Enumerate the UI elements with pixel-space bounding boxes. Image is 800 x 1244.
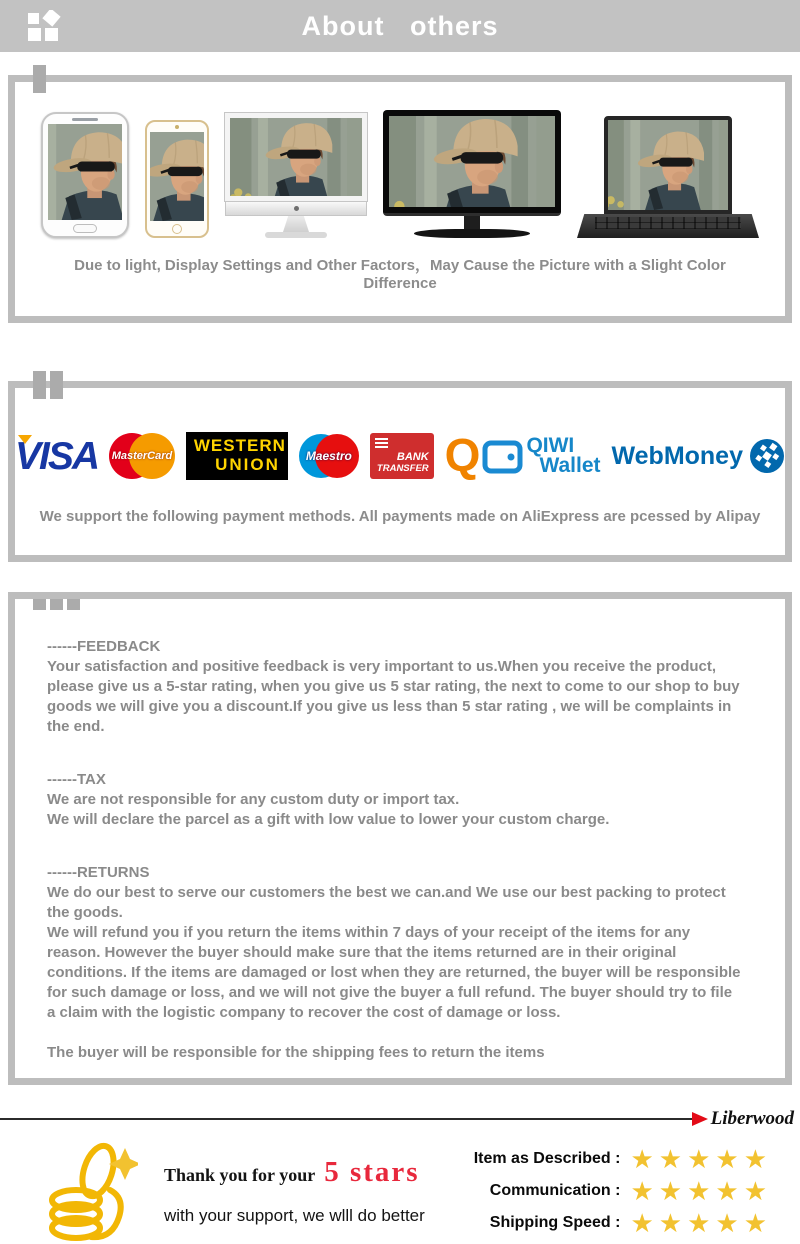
thanks-prefix: Thank you for your bbox=[164, 1165, 316, 1185]
thanks-footer bbox=[0, 1130, 800, 1244]
brand-name: Liberwood bbox=[710, 1108, 794, 1129]
color-difference-section bbox=[8, 75, 792, 323]
laptop-preview bbox=[577, 116, 759, 238]
five-star-icons: ★★★★★ bbox=[630, 1208, 772, 1238]
monitor-base bbox=[414, 229, 530, 238]
apple-logo-icon bbox=[294, 206, 299, 211]
rating-label: Communication : bbox=[489, 1182, 621, 1199]
payment-caption: We support the following payment methods. All payments made on AliExpress are pcessed by Alipay bbox=[39, 508, 761, 525]
section-header-bar bbox=[0, 0, 800, 52]
phone-home-button bbox=[73, 224, 97, 233]
phone-camera-dot bbox=[175, 125, 179, 129]
payment-logos-row bbox=[15, 430, 785, 482]
section-2-marker bbox=[33, 371, 63, 399]
rating-row-item-as-described bbox=[474, 1144, 772, 1174]
phone-speaker bbox=[72, 118, 98, 121]
tax-heading: ------TAX bbox=[47, 771, 106, 788]
five-star-icons: ★★★★★ bbox=[630, 1176, 772, 1206]
section-3-marker bbox=[33, 592, 80, 610]
five-stars-highlight: 5 stars bbox=[324, 1156, 420, 1188]
webmoney-logo: WebMoney bbox=[612, 438, 786, 474]
bank-lines-icon bbox=[375, 438, 388, 450]
payment-methods-section bbox=[8, 381, 792, 562]
device-previews bbox=[15, 108, 785, 238]
returns-policy bbox=[47, 863, 743, 1063]
imac-preview bbox=[225, 113, 367, 238]
page-title: About others bbox=[301, 10, 499, 41]
wallet-icon bbox=[480, 436, 524, 476]
rating-row-communication bbox=[474, 1176, 772, 1206]
rating-label: Shipping Speed : bbox=[489, 1214, 621, 1231]
phone-home-button bbox=[172, 224, 182, 234]
red-arrow-icon bbox=[692, 1112, 708, 1126]
qiwi-q-mark: Q bbox=[444, 429, 481, 482]
feedback-body: Your satisfaction and positive feedback is very important to us.When you receive the product, please give us a 5-star rating, when you give us 5 star rating, the next to come to our shop to buy goods we will give you a discount.If you give us less than 5 star rating , we will be complaints in the end. bbox=[47, 658, 740, 735]
feedback-heading: ------FEEDBACK bbox=[47, 638, 161, 655]
phone-screen-photo bbox=[150, 132, 204, 221]
returns-paragraph: We do our best to serve our customers the best we can.and We use our best packing to protect the goods. bbox=[47, 884, 726, 921]
imac-stand bbox=[283, 216, 309, 232]
feedback-policy bbox=[47, 637, 743, 737]
rating-label: Item as Described : bbox=[473, 1150, 621, 1167]
policies-section bbox=[8, 592, 792, 1085]
visa-logo: VISA bbox=[15, 434, 99, 478]
support-line: with your support, we wlll do better bbox=[164, 1206, 425, 1225]
rating-list bbox=[474, 1142, 772, 1240]
phone-screen-photo bbox=[48, 124, 122, 220]
five-star-icons: ★★★★★ bbox=[630, 1144, 772, 1174]
thumbs-up-icon bbox=[46, 1138, 138, 1244]
thanks-message bbox=[164, 1156, 425, 1226]
tax-policy bbox=[47, 770, 743, 830]
tax-line: We are not responsible for any custom duty or import tax. bbox=[47, 791, 460, 808]
western-union-logo: WESTERN UNION bbox=[186, 432, 288, 480]
qiwi-wallet-logo: Q QIWI Wallet bbox=[444, 429, 601, 482]
color-difference-caption: Due to light, Display Settings and Other Factors，May Cause the Picture with a Slight Color Difference bbox=[74, 257, 726, 292]
imac-chin bbox=[225, 201, 367, 216]
laptop-screen-photo bbox=[608, 120, 728, 210]
monitor-neck bbox=[464, 216, 480, 229]
imac-base bbox=[265, 232, 327, 238]
brand-divider bbox=[0, 1108, 800, 1130]
laptop-keyboard bbox=[577, 214, 759, 238]
android-phone-preview bbox=[41, 112, 129, 238]
mastercard-logo: MasterCard bbox=[109, 433, 175, 479]
returns-paragraph: We will refund you if you return the items within 7 days of your receipt of the items for any reason. However the buyer should make sure that the items returned are in their original conditions. If the items are damaged or lost when they are returned, the buyer will be responsible for such damage or loss, and we will not give the buyer a full refund. The buyer should try to file a claim with the logistic company to recover the cost of damage or loss. bbox=[47, 924, 741, 1021]
iphone-preview bbox=[145, 120, 209, 238]
visa-flag-accent bbox=[18, 435, 32, 444]
divider-line bbox=[0, 1118, 692, 1120]
webmoney-globe-icon bbox=[749, 438, 785, 474]
returns-paragraph: The buyer will be responsible for the shipping fees to return the items bbox=[47, 1044, 545, 1061]
section-1-marker bbox=[33, 65, 46, 93]
maestro-logo: Maestro bbox=[299, 434, 359, 478]
monitor-preview bbox=[383, 110, 561, 238]
returns-heading: ------RETURNS bbox=[47, 864, 150, 881]
imac-screen-photo bbox=[230, 118, 362, 196]
tax-line: We will declare the parcel as a gift with low value to lower your custom charge. bbox=[47, 811, 610, 828]
monitor-screen-photo bbox=[389, 116, 555, 207]
rating-row-shipping-speed bbox=[474, 1208, 772, 1238]
bank-transfer-logo: BANK TRANSFER bbox=[370, 433, 434, 479]
